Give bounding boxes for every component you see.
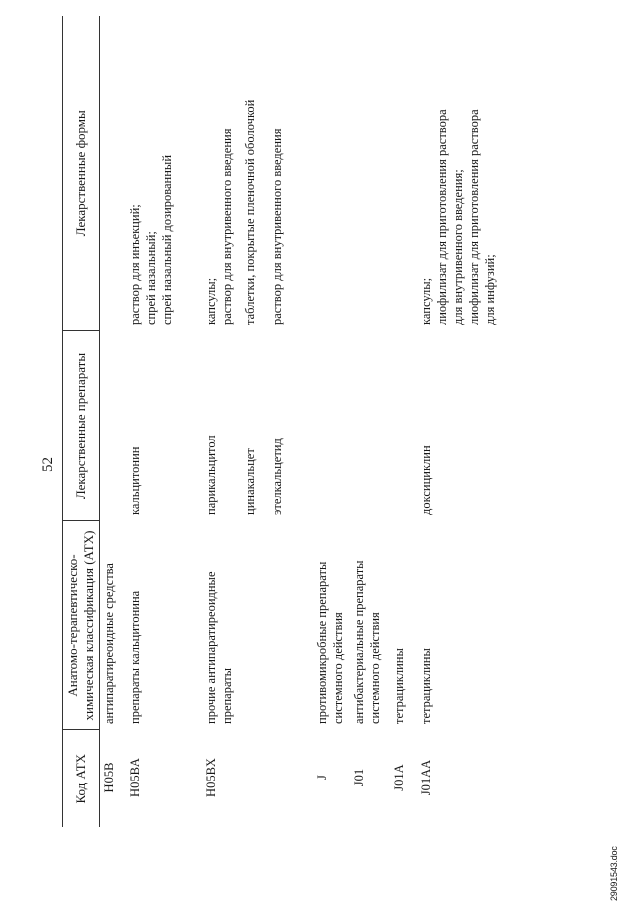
table-row [241, 16, 268, 827]
page-number: 52 [40, 457, 56, 472]
atc-classification: препараты кальцитонина [128, 590, 142, 724]
dosage-forms: капсулы; раствор для внутривенного введения [204, 128, 234, 325]
drug-name: парикальцитол [204, 435, 218, 515]
dosage-forms [100, 16, 127, 331]
table-row [390, 16, 417, 827]
atc-code: H05BA [128, 758, 142, 797]
drug-name: этелкальцетид [270, 438, 284, 515]
drug-name: цинакальцет [243, 448, 257, 515]
atc-classification: антибактериальные препараты системного действия [352, 560, 382, 724]
document-filename: 29091543.doc [609, 846, 619, 901]
atc-classification: противомикробные препараты системного действия [315, 561, 345, 724]
atc-code [241, 730, 268, 827]
header-drugs: Лекарственные препараты [63, 331, 100, 521]
dosage-forms [390, 16, 417, 331]
drug-name [313, 331, 350, 521]
atc-code: J01A [392, 764, 406, 791]
dosage-forms: капсулы; лиофилизат для приготовления раствора для внутривенного введения; лиофилизат для приготовления раствора для инфузий; [419, 109, 497, 325]
header-code: Код АТХ [63, 730, 100, 827]
header-forms: Лекарственные формы [63, 16, 100, 331]
atc-classification [268, 521, 313, 730]
table-row [313, 16, 350, 827]
atc-code: J01 [352, 768, 366, 787]
atc-code: H05B [102, 762, 116, 793]
table-row [126, 16, 202, 827]
atc-classification: тетрациклины [392, 648, 406, 724]
table-header-row [63, 16, 100, 827]
drug-name: доксициклин [419, 445, 433, 515]
table-row [350, 16, 390, 827]
drug-name [350, 331, 390, 521]
drug-name [390, 331, 417, 521]
table-row [417, 16, 498, 827]
atc-classification [241, 521, 268, 730]
dosage-forms [350, 16, 390, 331]
dosage-forms: раствор для внутривенного введения [270, 128, 284, 325]
table-row [268, 16, 313, 827]
atc-classification: антипаратиреоидные средства [102, 563, 116, 724]
dosage-forms: таблетки, покрытые пленочной оболочкой [243, 99, 257, 325]
table-row [100, 16, 127, 827]
atc-code: J [315, 775, 329, 780]
atc-code: J01AA [419, 759, 433, 796]
drug-name [100, 331, 127, 521]
atc-code: H05BX [204, 758, 218, 797]
dosage-forms: раствор для инъекций; спрей назальный; спрей назальный дозированный [128, 154, 174, 325]
dosage-forms [313, 16, 350, 331]
atc-code [268, 730, 313, 827]
atc-classification: прочие антипаратиреоидные препараты [204, 571, 234, 724]
atc-classification: тетрациклины [419, 648, 433, 724]
drug-name: кальцитонин [128, 446, 142, 515]
table-row [202, 16, 241, 827]
atc-table [62, 16, 498, 827]
header-classification: Анатомо-терапевтическо-химическая классификация (АТХ) [63, 521, 100, 730]
